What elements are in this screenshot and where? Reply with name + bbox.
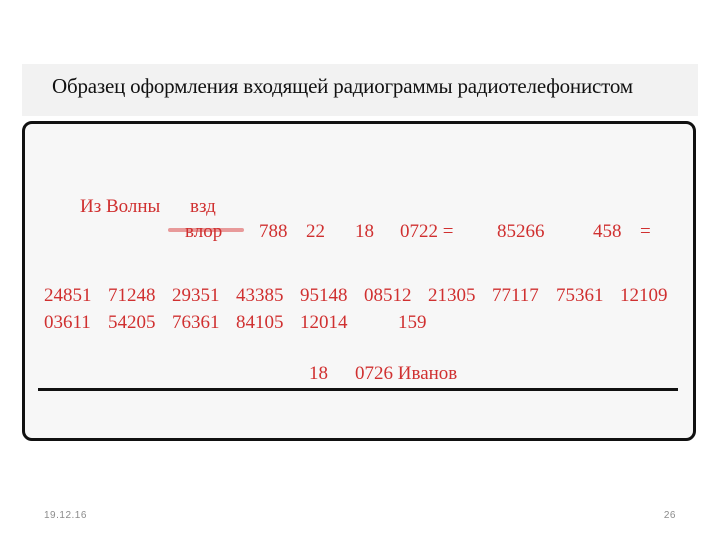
radiogram-end-sign: = (640, 221, 651, 242)
code-group: 77117 (492, 285, 539, 306)
code-group: 84105 (236, 312, 284, 333)
slide-title: Образец оформления входящей радиограммы радиотелефонистом (52, 74, 633, 98)
radiogram-type: взд (190, 196, 216, 217)
code-group: 159 (398, 312, 427, 333)
receipt-day: 18 (309, 363, 328, 384)
radiogram-from: Из Волны (80, 196, 161, 217)
code-group: 75361 (556, 285, 604, 306)
radiogram-to: влор (185, 221, 223, 242)
code-group: 21305 (428, 285, 476, 306)
code-group: 03611 (44, 312, 91, 333)
code-group: 29351 (172, 285, 220, 306)
code-group: 12014 (300, 312, 348, 333)
signature-divider (38, 388, 678, 391)
code-group: 12109 (620, 285, 668, 306)
code-group: 95148 (300, 285, 348, 306)
code-group: 43385 (236, 285, 284, 306)
radiogram-time: 0722 = (400, 221, 454, 242)
slide-page-number: 26 (663, 510, 676, 521)
radiogram-recipient-code: 85266 (497, 221, 545, 242)
radiogram-frame (22, 121, 696, 441)
slide-date: 19.12.16 (44, 510, 87, 521)
code-group: 76361 (172, 312, 220, 333)
radiogram-code: 458 (593, 221, 622, 242)
code-group: 08512 (364, 285, 412, 306)
code-group: 54205 (108, 312, 156, 333)
code-group: 24851 (44, 285, 92, 306)
code-group: 71248 (108, 285, 156, 306)
radiogram-word-count: 22 (306, 221, 325, 242)
receipt-time-operator: 0726 Иванов (355, 363, 458, 384)
radiogram-number: 788 (259, 221, 288, 242)
radiogram-day: 18 (355, 221, 374, 242)
